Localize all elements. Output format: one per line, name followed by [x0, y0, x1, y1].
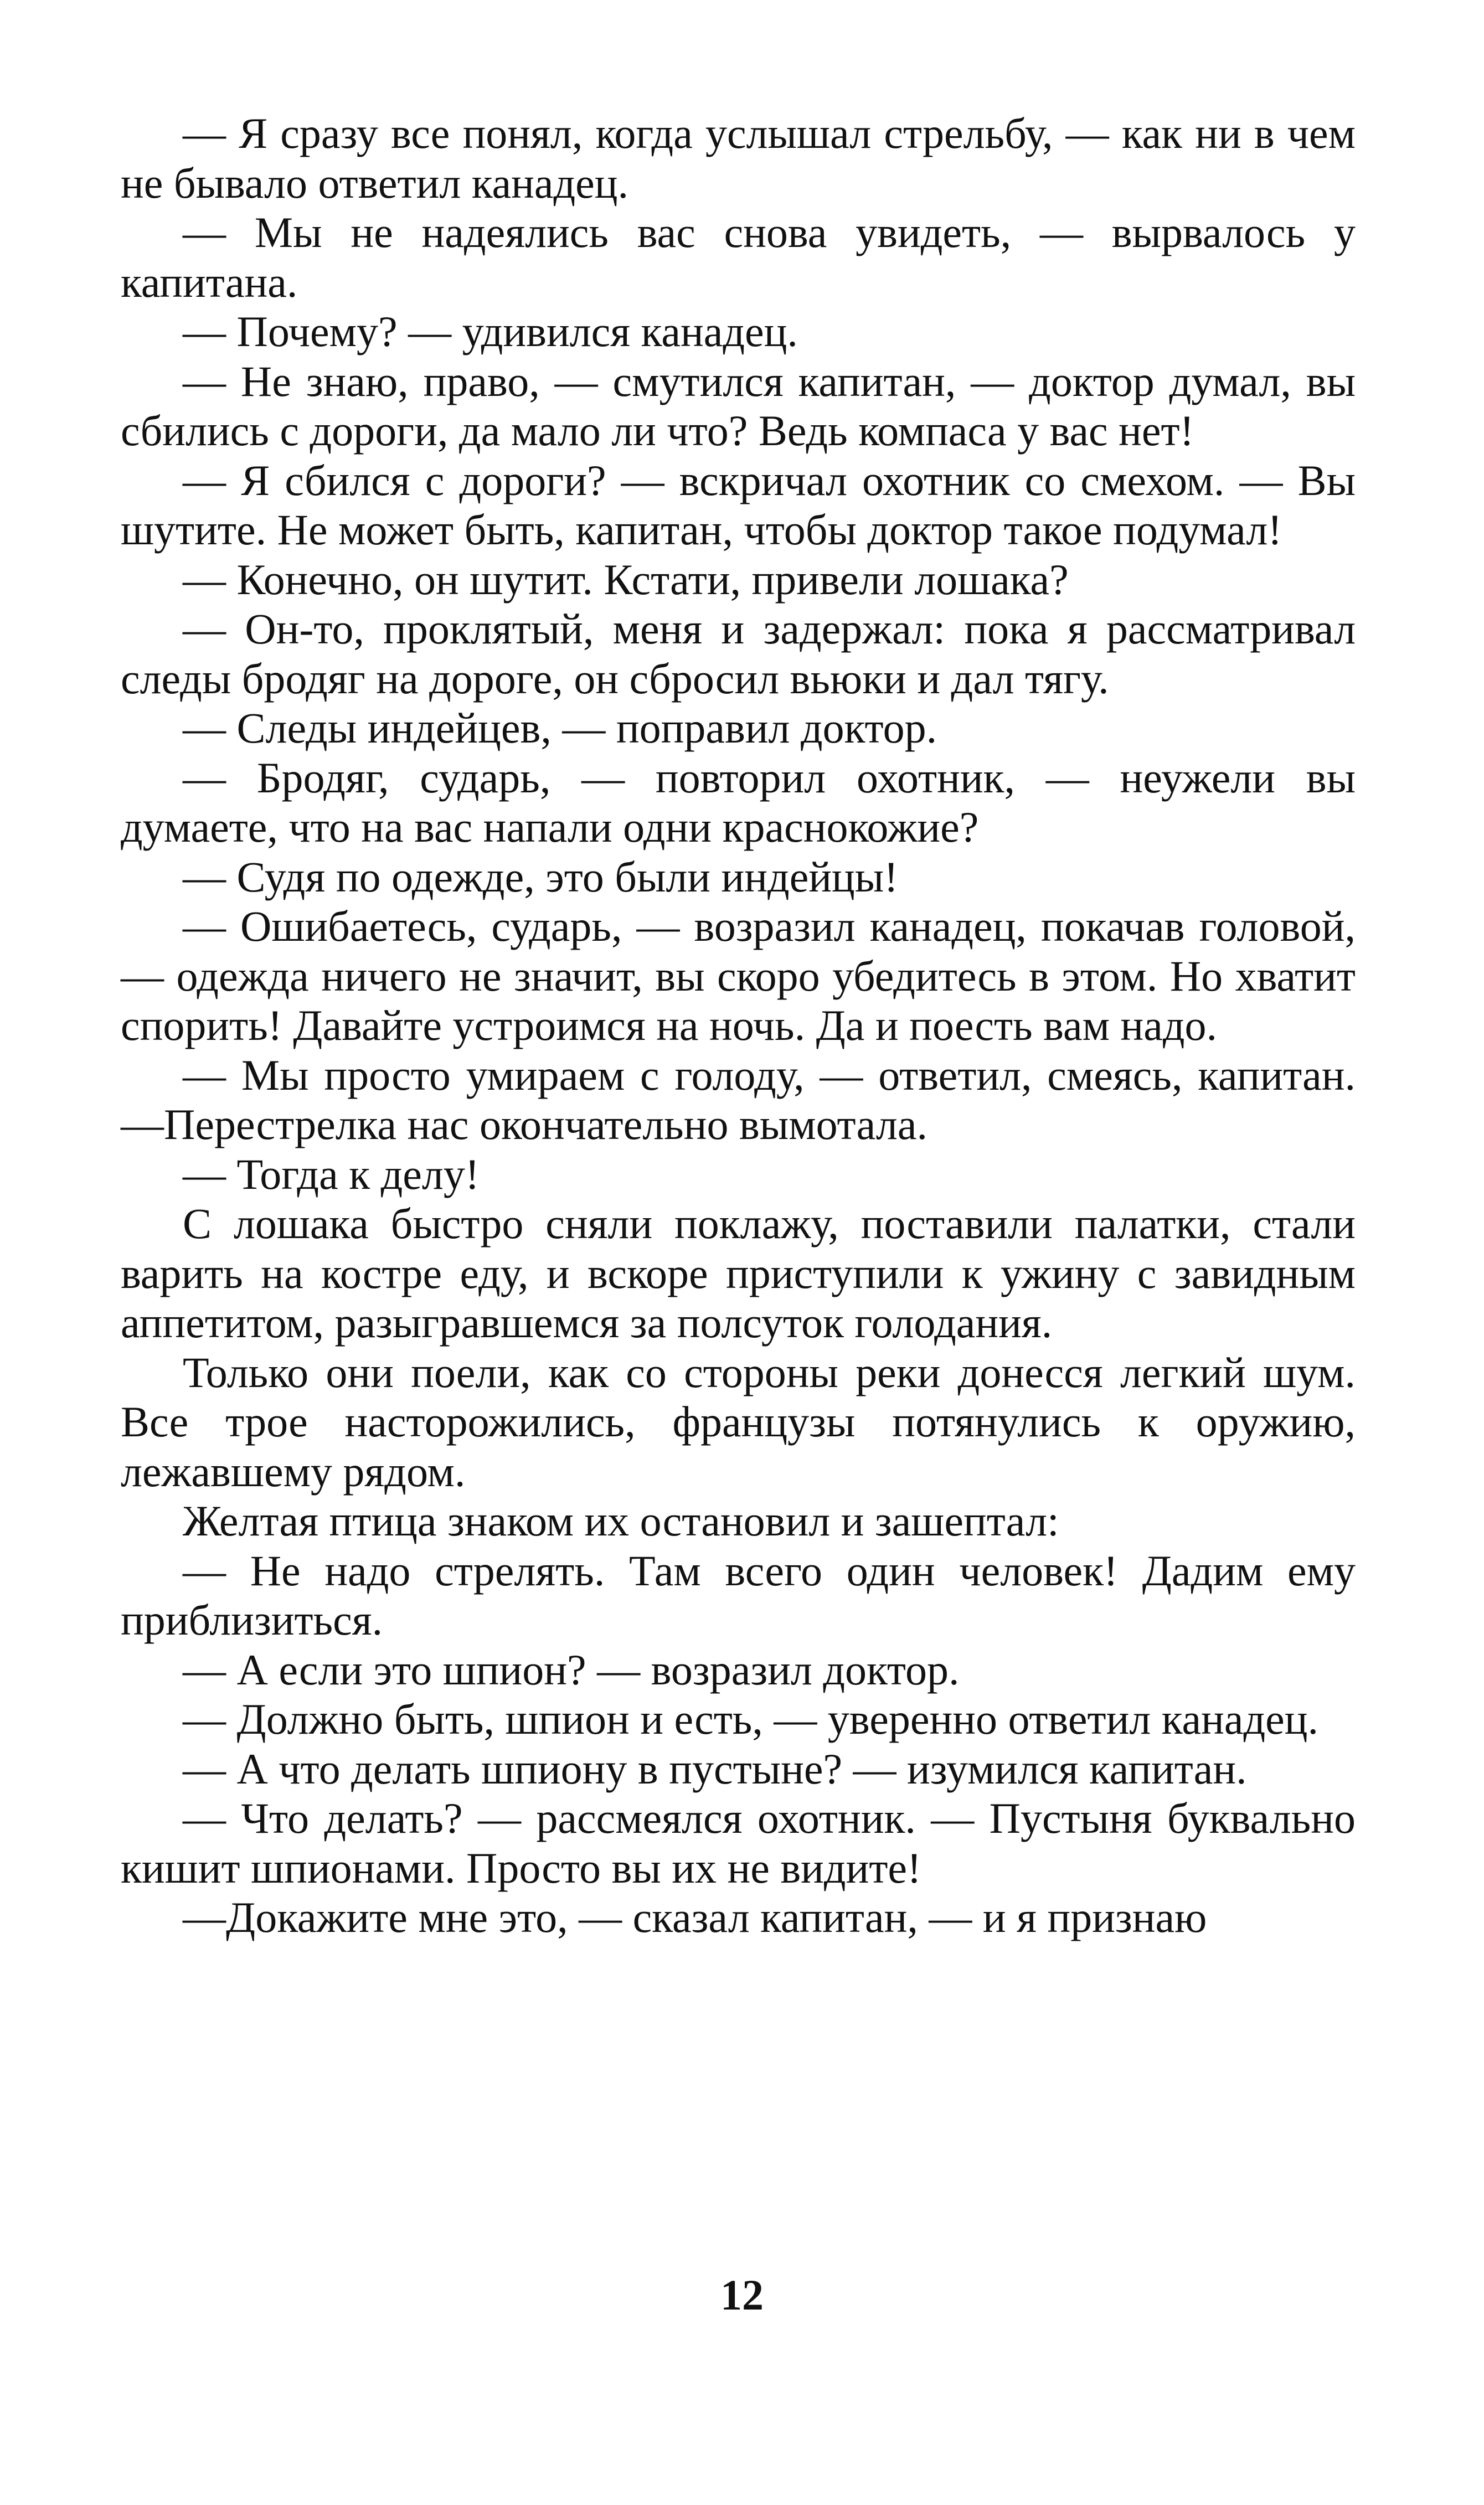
- paragraph: — Судя по одежде, это были индейцы!: [183, 852, 899, 901]
- paragraph: —Докажите мне это, — сказал капитан, — и я признаю: [183, 1893, 1207, 1941]
- paragraph: — Почему? — удивился канадец.: [183, 307, 798, 355]
- paragraph: — А если это шпион? — возразил доктор.: [183, 1645, 960, 1694]
- paragraph: — Я сразу все понял, когда услышал стрельбу, — как ни в чем не бывало ответил канадец.: [121, 109, 1356, 207]
- paragraph: — Мы не надеялись вас снова увидеть, — вырвалось у капитана.: [121, 208, 1356, 306]
- paragraph: — Я сбился с дороги? — вскричал охотник со смехом. — Вы шутите. Не может быть, капитан, чтобы доктор такое подумал!: [121, 456, 1356, 554]
- paragraph: Только они поели, как со стороны реки донесся легкий шум. Все трое насторожились, французы потянулись к оружию, лежавшему рядом.: [121, 1348, 1356, 1496]
- paragraph: — Бродяг, сударь, — повторил охотник, — неужели вы думаете, что на вас напали одни краснокожие?: [121, 753, 1356, 851]
- paragraph: — Не надо стрелять. Там всего один человек! Дадим ему приблизиться.: [121, 1546, 1356, 1644]
- paragraph: — Следы индейцев, — поправил доктор.: [183, 704, 937, 752]
- paragraph: — Должно быть, шпион и есть, — уверенно ответил канадец.: [183, 1695, 1319, 1743]
- paragraph: — Тогда к делу!: [183, 1150, 480, 1198]
- paragraph: — Что делать? — рассмеялся охотник. — Пустыня буквально кишит шпионами. Просто вы их не видите!: [121, 1794, 1356, 1892]
- page-number: 12: [720, 2271, 764, 2319]
- paragraph: — Ошибаетесь, сударь, — возразил канадец, покачав головой, — одежда ничего не значит, вы скоро убедитесь в этом. Но хватит спорить! Давайте устроимся на ночь. Да и поесть вам надо.: [121, 902, 1356, 1049]
- paragraph: — Конечно, он шутит. Кстати, привели лошака?: [183, 555, 1069, 604]
- paragraph: — А что делать шпиону в пустыне? — изумился капитан.: [183, 1744, 1247, 1793]
- paragraph: — Мы просто умираем с голоду, — ответил, смеясь, капитан. —Перестрелка нас окончательно вымотала.: [121, 1050, 1356, 1148]
- body-text: [121, 109, 1356, 1942]
- paragraph: — Он-то, проклятый, меня и задержал: пока я рассматривал следы бродяг на дороге, он сбросил вьюки и дал тягу.: [121, 605, 1356, 703]
- paragraph: — Не знаю, право, — смутился капитан, — доктор думал, вы сбились с дороги, да мало ли что? Ведь компаса у вас нет!: [121, 357, 1356, 455]
- paragraph: С лошака быстро сняли поклажу, поставили палатки, стали варить на костре еду, и вскоре приступили к ужину с завидным аппетитом, разыгравшемся за полсуток голодания.: [121, 1199, 1356, 1347]
- paragraph: Желтая птица знаком их остановил и зашептал:: [183, 1497, 1059, 1545]
